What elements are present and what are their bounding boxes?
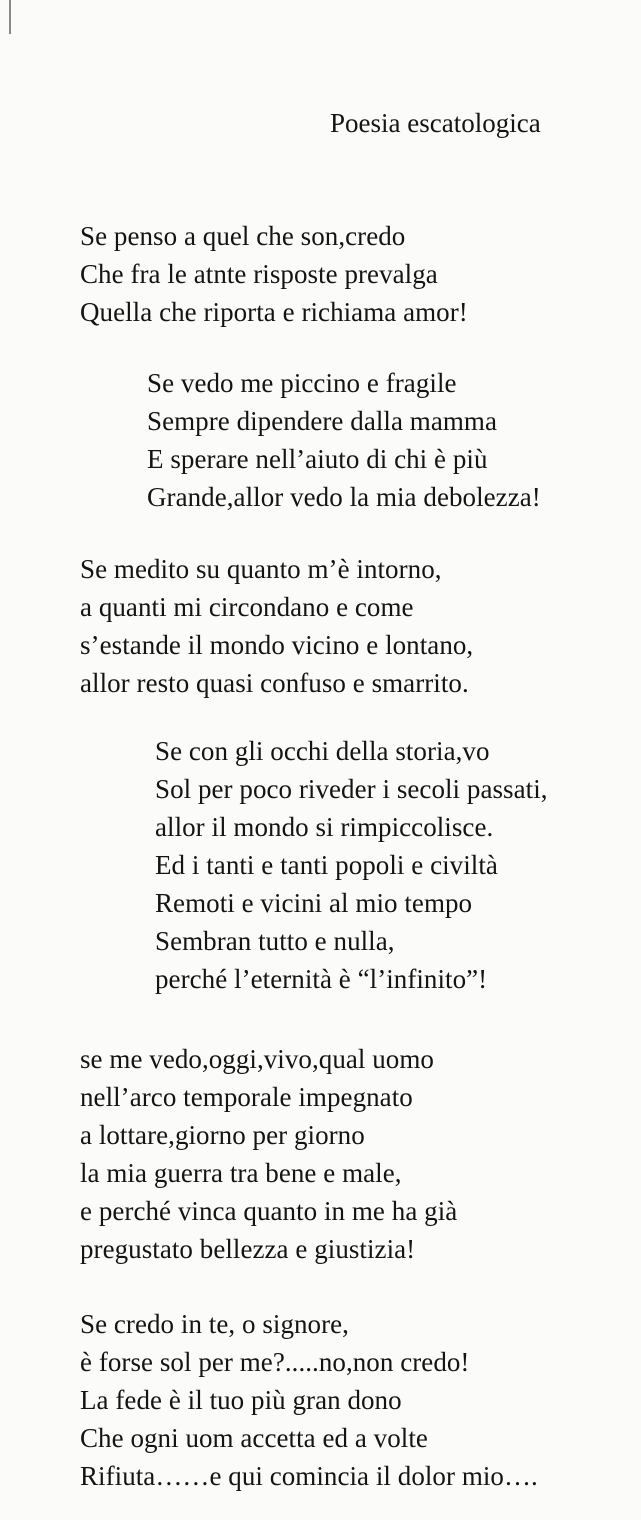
- stanza-5: [80, 1040, 457, 1268]
- poem-line: La fede è il tuo più gran dono: [80, 1385, 402, 1415]
- poem-line: Che ogni uom accetta ed a volte: [80, 1423, 428, 1453]
- poem-line: Rifiuta……e qui comincia il dolor mio….: [80, 1461, 538, 1491]
- poem-line: a lottare,giorno per giorno: [80, 1120, 365, 1150]
- scan-edge-mark: [9, 0, 11, 34]
- poem-line: allor il mondo si rimpiccolisce.: [155, 812, 494, 842]
- poem-line: Sempre dipendere dalla mamma: [147, 406, 498, 436]
- poem-line: Grande,allor vedo la mia debolezza!: [147, 482, 541, 512]
- poem-line: Ed i tanti e tanti popoli e civiltà: [155, 850, 498, 880]
- poem-line: Se medito su quanto m’è intorno,: [80, 554, 442, 584]
- poem-line: è forse sol per me?.....no,non credo!: [80, 1347, 470, 1377]
- poem-title: Poesia escatologica: [330, 108, 541, 138]
- poem-line: Quella che riporta e richiama amor!: [80, 297, 468, 327]
- poem-line: Se con gli occhi della storia,vo: [155, 736, 490, 766]
- poem-line: perché l’eternità è “l’infinito”!: [155, 964, 488, 994]
- poem-line: Sembran tutto e nulla,: [155, 926, 395, 956]
- poem-line: E sperare nell’aiuto di chi è più: [147, 444, 488, 474]
- poem-line: se me vedo,oggi,vivo,qual uomo: [80, 1044, 434, 1074]
- poem-line: Che fra le atnte risposte prevalga: [80, 259, 438, 289]
- stanza-3: [80, 550, 473, 702]
- poem-line: Se credo in te, o signore,: [80, 1309, 349, 1339]
- stanza-2: [147, 364, 541, 516]
- stanza-6: [80, 1305, 538, 1495]
- poem-line: allor resto quasi confuso e smarrito.: [80, 668, 469, 698]
- stanza-1: [80, 217, 468, 331]
- poem-line: s’estande il mondo vicino e lontano,: [80, 630, 474, 660]
- poem-line: pregustato bellezza e giustizia!: [80, 1234, 416, 1264]
- poem-line: nell’arco temporale impegnato: [80, 1082, 413, 1112]
- poem-line: Se penso a quel che son,credo: [80, 221, 406, 251]
- poem-line: Se vedo me piccino e fragile: [147, 368, 457, 398]
- poem-line: Sol per poco riveder i secoli passati,: [155, 774, 548, 804]
- poem-line: Remoti e vicini al mio tempo: [155, 888, 473, 918]
- poem-line: e perché vinca quanto in me ha già: [80, 1196, 458, 1226]
- poem-line: la mia guerra tra bene e male,: [80, 1158, 402, 1188]
- poem-line: a quanti mi circondano e come: [80, 592, 414, 622]
- stanza-4: [155, 732, 548, 998]
